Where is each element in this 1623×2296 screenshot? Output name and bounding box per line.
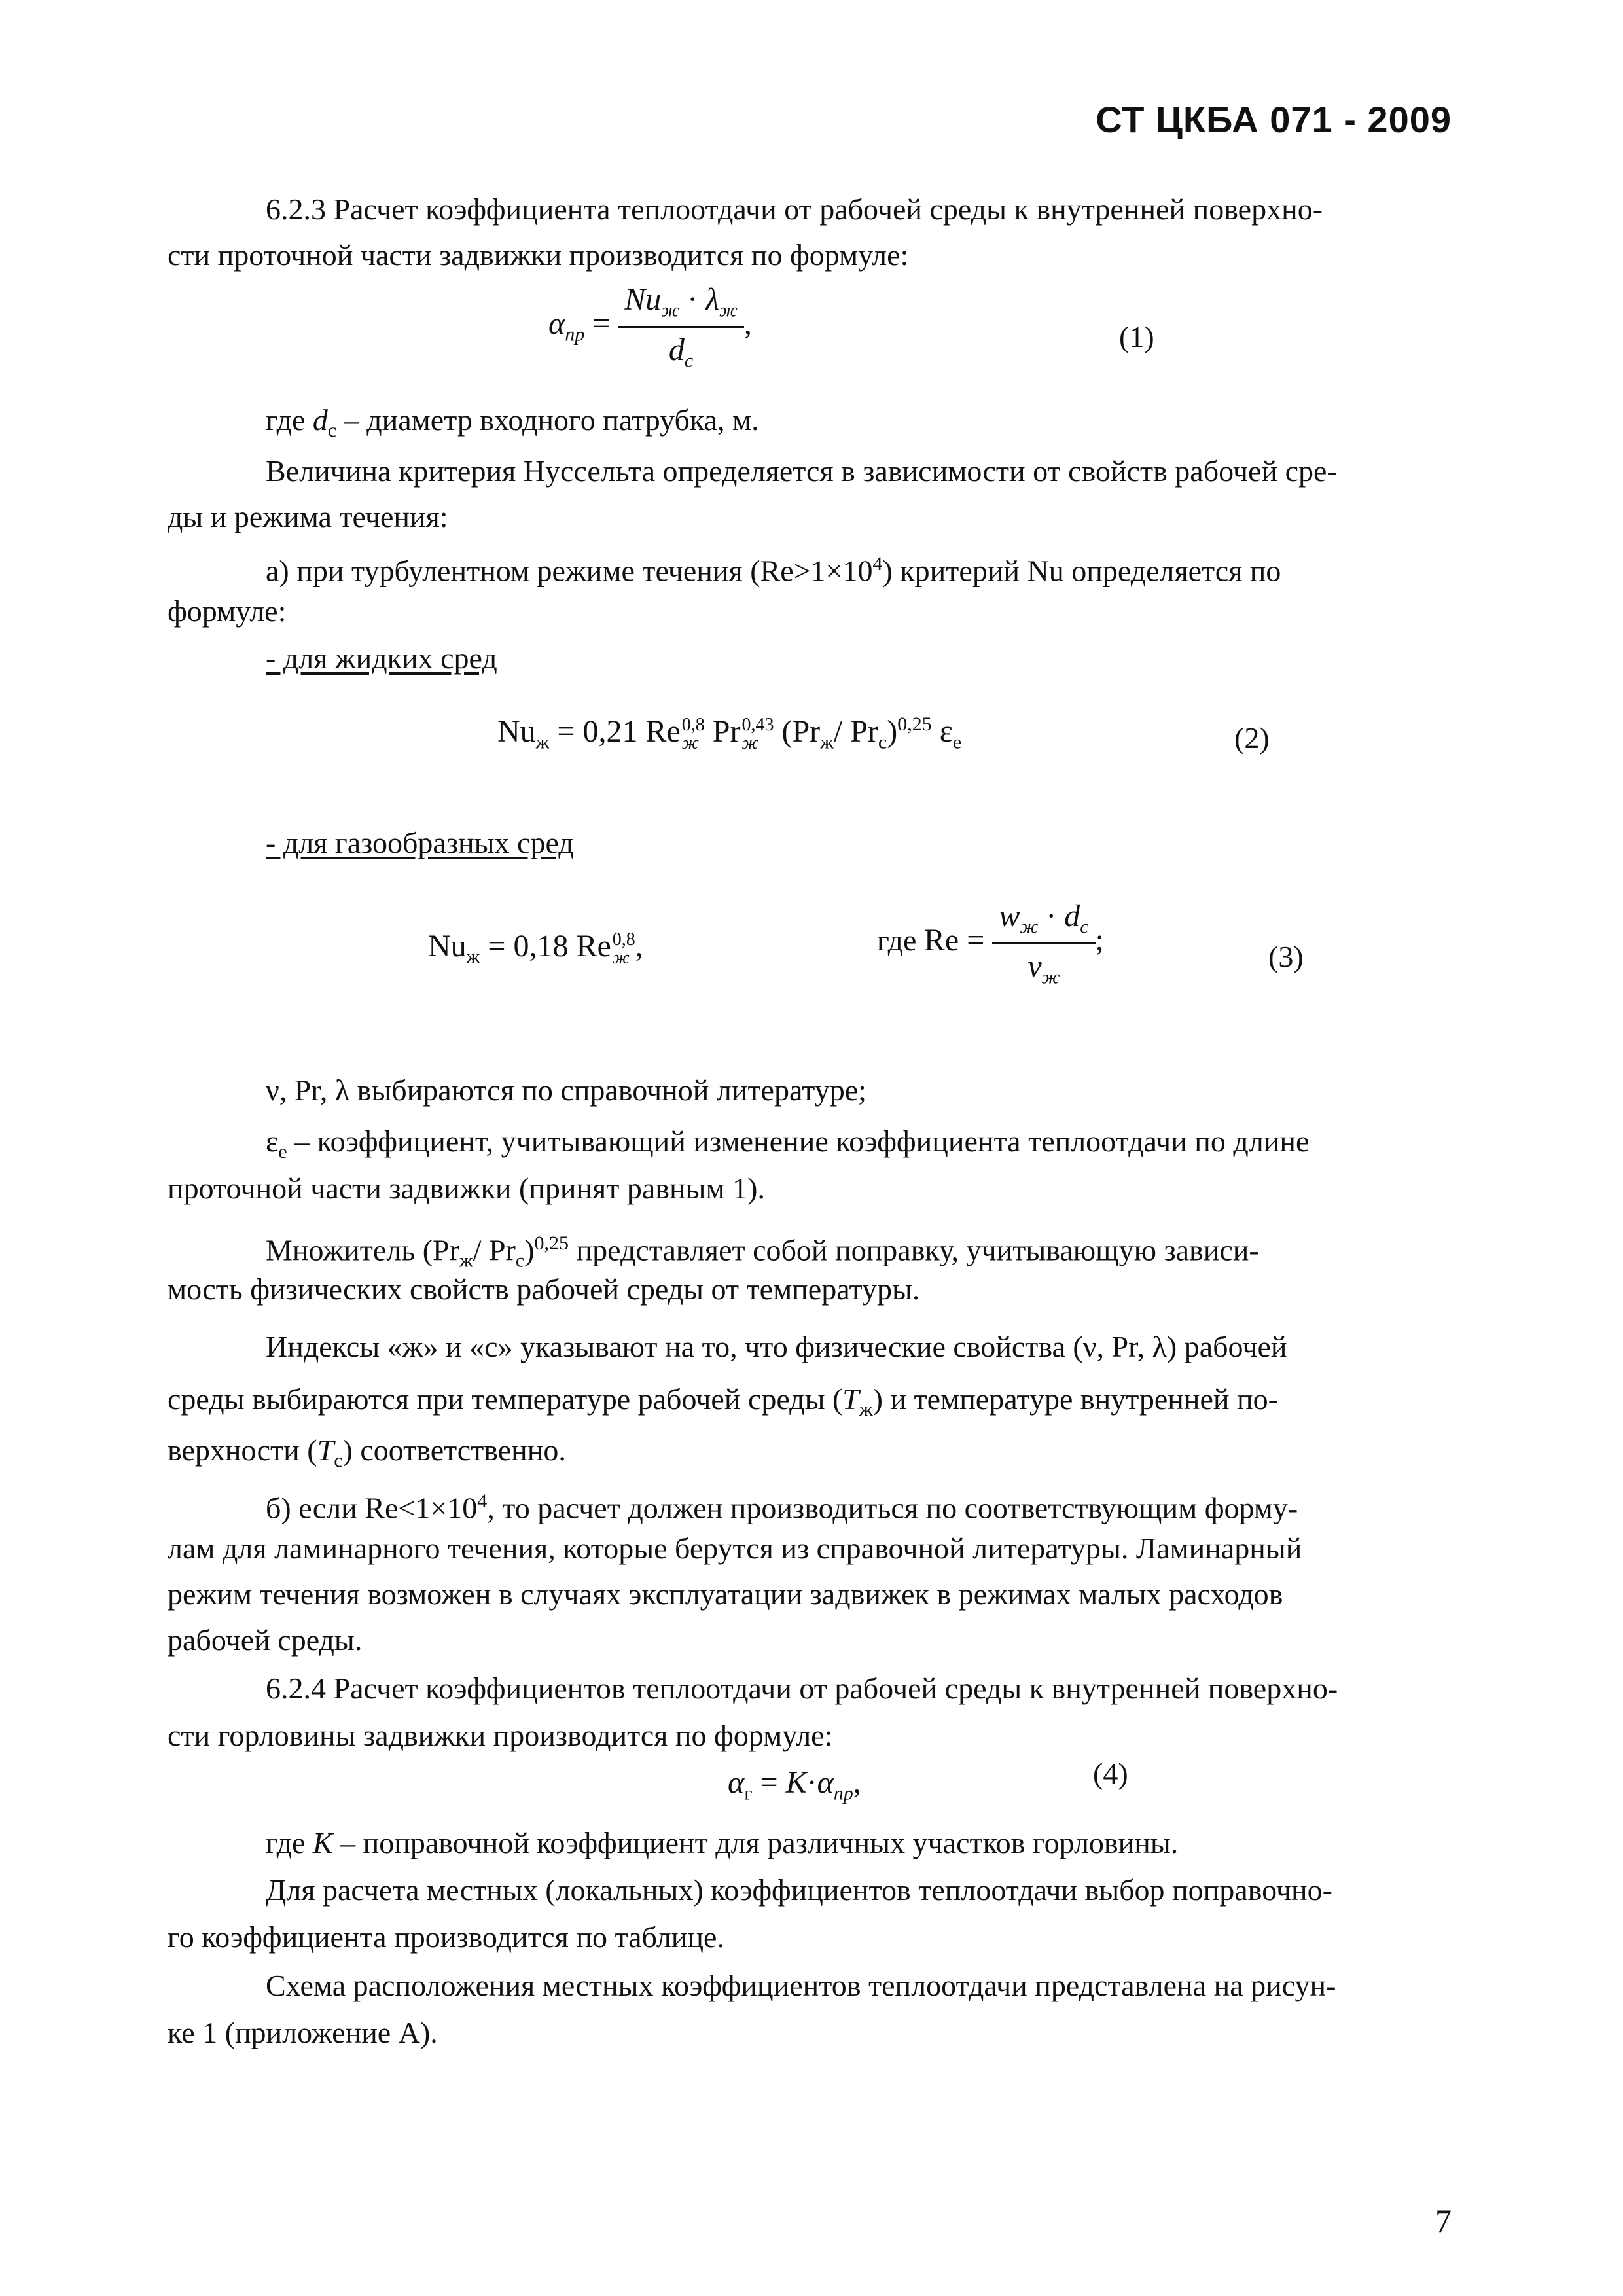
where-dc-line: где $d_с$ – диаметр входного патрубка, м. — [266, 403, 759, 442]
paragraph-6-2-3-line-2: сти проточной части задвижки производится по формуле: — [168, 238, 909, 272]
page-number: 7 — [1435, 2202, 1452, 2239]
formula-4: $\alpha_г = K\cdot\alpha_{пр}$, — [728, 1765, 861, 1804]
case-a-line-1: а) при турбулентном режиме течения $(Re>1\times 10^4)$ критерий Nu определяется по — [266, 553, 1281, 588]
indices-line-3: верхности $(T_с)$ соответственно. — [168, 1433, 566, 1472]
formula-3-left: $Nu_ж = 0,18$ Re 0,8 ж , — [428, 929, 643, 968]
formula-1 — [548, 281, 752, 372]
properties-line: ν, Pr, λ выбираются по справочной литературе; — [266, 1073, 866, 1107]
gas-media-label: - для газообразных сред — [266, 826, 574, 859]
nusselt-intro-line-2: ды и режима течения: — [168, 500, 448, 533]
document-code-header: СТ ЦКБА 071 - 2009 — [1096, 99, 1452, 140]
equation-number-3: (3) — [1268, 940, 1304, 973]
formula-3-reynolds: где Re = $\frac{w_ж \cdot d_с}{\nu_ж}$ ; — [877, 899, 1104, 988]
formula-1-fraction: $\frac{Nu_ж \cdot \lambda_ж}{d_с}$ — [618, 281, 744, 372]
formula-1-lhs-sub: пр — [565, 323, 585, 346]
formula-1-lhs: α — [548, 306, 565, 342]
epsilon-definition-line-1: $\varepsilon_е$ – коэффициент, учитывающий изменение коэффициента теплоотдачи по длине — [266, 1124, 1310, 1163]
liquid-media-label: - для жидких сред — [266, 641, 497, 675]
where-k-line: где K – поправочной коэффициент для различных участков горловины. — [266, 1826, 1179, 1859]
nusselt-intro-line-1: Величина критерия Нуссельта определяется в зависимости от свойств рабочей сре- — [266, 454, 1337, 488]
formula-2: $Nu_ж = 0,21$ Re 0,8 ж Pr 0,43 ж ($Pr_ж/$ $Pr_с)^{0,25}$ $\varepsilon_е$ — [497, 713, 962, 753]
indices-line-1: Индексы «ж» и «с» указывают на то, что физические свойства (ν, Pr, λ) рабочей — [266, 1330, 1287, 1363]
case-b-line-2: лам для ламинарного течения, которые берутся из справочной литературы. Ламинарный — [168, 1532, 1302, 1565]
formula-1-comma: , — [743, 306, 752, 342]
local-coefficients-line-2: го коэффициента производится по таблице. — [168, 1920, 724, 1954]
scheme-line-2: ке 1 (приложение А). — [168, 2016, 438, 2049]
multiplier-line-2: мость физических свойств рабочей среды от температуры. — [168, 1272, 920, 1306]
case-b-line-4: рабочей среды. — [168, 1623, 363, 1657]
paragraph-6-2-4-line-2: сти горловины задвижки производится по формуле: — [168, 1719, 833, 1752]
case-a-line-2: формуле: — [168, 594, 287, 628]
equation-number-4: (4) — [1093, 1757, 1128, 1790]
scheme-line-1: Схема расположения местных коэффициентов теплоотдачи представлена на рисун- — [266, 1969, 1336, 2002]
equation-number-2: (2) — [1234, 721, 1270, 755]
indices-line-2: среды выбираются при температуре рабочей среды $(T_ж)$ и температуре внутренней по- — [168, 1382, 1278, 1421]
equation-number-1: (1) — [1119, 320, 1154, 353]
local-coefficients-line-1: Для расчета местных (локальных) коэффициентов теплоотдачи выбор поправочно- — [266, 1873, 1332, 1907]
paragraph-6-2-4-line-1: 6.2.4 Расчет коэффициентов теплоотдачи от рабочей среды к внутренней поверхно- — [266, 1672, 1338, 1705]
formula-1-equals: = — [592, 306, 611, 342]
case-b-line-1: б) если $Re<1\times 10^4$, то расчет должен производиться по соответствующим форму- — [266, 1490, 1298, 1525]
multiplier-line-1: Множитель ($Pr_ж/$ $Pr_с)^{0,25}$ представляет собой поправку, учитывающую зависи- — [266, 1232, 1259, 1272]
epsilon-definition-line-2: проточной части задвижки (принят равным 1). — [168, 1172, 765, 1205]
case-b-line-3: режим течения возможен в случаях эксплуатации задвижек в режимах малых расходов — [168, 1577, 1283, 1611]
paragraph-6-2-3-line-1: 6.2.3 Расчет коэффициента теплоотдачи от рабочей среды к внутренней поверхно- — [266, 192, 1323, 226]
